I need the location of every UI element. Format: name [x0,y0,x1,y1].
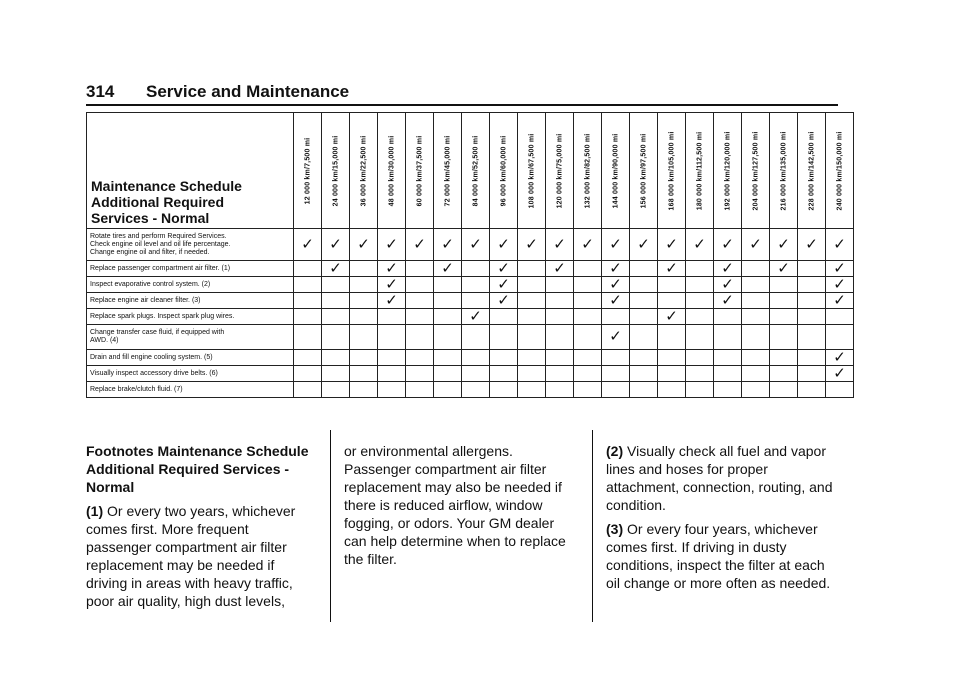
schedule-cell [294,261,322,277]
schedule-cell [434,325,462,350]
checkmark-icon: ✓ [826,366,854,382]
schedule-cell [378,309,406,325]
interval-label: 84 000 km/52,500 mi [472,135,479,206]
schedule-cell [518,325,546,350]
schedule-cell [798,382,826,398]
schedule-cell [742,366,770,382]
schedule-cell [462,261,490,277]
schedule-cell [798,261,826,277]
schedule-cell [546,293,574,309]
page-header [86,82,838,106]
schedule-cell [658,277,686,293]
schedule-cell [462,366,490,382]
interval-label: 12 000 km/7,500 mi [304,137,311,204]
checkmark-icon: ✓ [490,229,518,261]
schedule-cell [658,366,686,382]
schedule-cell [574,366,602,382]
service-description: Rotate tires and perform Required Services. Check engine oil level and oil life percentage. Change engine oil and filter, if needed. [87,229,294,261]
schedule-cell [630,366,658,382]
schedule-cell [294,325,322,350]
schedule-cell [322,382,350,398]
interval-label: 216 000 km/135,000 mi [780,131,787,210]
interval-label: 96 000 km/60,000 mi [500,135,507,206]
schedule-cell [602,309,630,325]
checkmark-icon: ✓ [574,229,602,261]
schedule-cell [798,277,826,293]
interval-header [714,113,742,229]
schedule-cell [406,325,434,350]
schedule-cell [798,309,826,325]
checkmark-icon: ✓ [770,261,798,277]
footnote-1-number: (1) [86,503,104,519]
checkmark-icon: ✓ [518,229,546,261]
schedule-cell [406,261,434,277]
schedule-cell [686,350,714,366]
schedule-cell [518,309,546,325]
schedule-cell [686,382,714,398]
schedule-cell [658,350,686,366]
schedule-cell [742,261,770,277]
schedule-cell [826,382,854,398]
schedule-cell [714,350,742,366]
schedule-cell [406,382,434,398]
schedule-cell [630,325,658,350]
schedule-cell [574,261,602,277]
page-title: Service and Maintenance [146,82,350,101]
schedule-row [87,229,854,261]
interval-label: 60 000 km/37,500 mi [416,135,423,206]
interval-label: 240 000 km/150,000 mi [836,131,843,210]
schedule-cell [574,309,602,325]
checkmark-icon: ✓ [714,261,742,277]
checkmark-icon: ✓ [770,229,798,261]
schedule-cell [294,309,322,325]
schedule-cell [462,277,490,293]
interval-label: 48 000 km/30,000 mi [388,135,395,206]
footnote-1-text: Or every two years, whichever comes first. More frequent passenger compartment air filter replacement may be needed if driving in areas with heavy traffic, poor air quality, high dust levels, [86,503,296,609]
schedule-cell [658,382,686,398]
schedule-cell [294,366,322,382]
schedule-cell [742,325,770,350]
schedule-cell [350,382,378,398]
checkmark-icon: ✓ [658,261,686,277]
checkmark-icon: ✓ [602,261,630,277]
schedule-cell [490,350,518,366]
interval-header [518,113,546,229]
checkmark-icon: ✓ [714,277,742,293]
schedule-body [87,229,854,398]
schedule-cell [350,277,378,293]
schedule-cell [630,277,658,293]
schedule-cell [490,309,518,325]
interval-header [546,113,574,229]
schedule-cell [630,350,658,366]
schedule-cell [406,277,434,293]
schedule-cell [350,293,378,309]
checkmark-icon: ✓ [434,229,462,261]
interval-header [434,113,462,229]
maintenance-schedule-table [86,112,854,398]
checkmark-icon: ✓ [378,293,406,309]
footnote-2-number: (2) [606,443,624,459]
schedule-cell [294,382,322,398]
interval-label: 36 000 km/22,500 mi [360,135,367,206]
schedule-cell [630,293,658,309]
checkmark-icon: ✓ [602,229,630,261]
schedule-cell [462,325,490,350]
schedule-cell [546,350,574,366]
interval-header [378,113,406,229]
schedule-cell [518,350,546,366]
schedule-cell [714,309,742,325]
schedule-title [87,113,294,229]
schedule-cell [742,382,770,398]
schedule-cell [546,366,574,382]
schedule-cell [686,309,714,325]
schedule-cell [658,293,686,309]
footnotes-heading: Footnotes Maintenance Schedule Additional Required Services - Normal [86,443,309,495]
interval-header [770,113,798,229]
schedule-cell [714,382,742,398]
service-description: Drain and fill engine cooling system. (5) [87,350,294,366]
schedule-cell [602,366,630,382]
schedule-cell [686,325,714,350]
schedule-cell [294,277,322,293]
schedule-cell [742,277,770,293]
service-description: Replace passenger compartment air filter. (1) [87,261,294,277]
schedule-cell [350,325,378,350]
interval-label: 192 000 km/120,000 mi [724,131,731,210]
interval-label: 228 000 km/142,500 mi [808,131,815,210]
schedule-cell [686,261,714,277]
checkmark-icon: ✓ [602,325,630,350]
interval-label: 72 000 km/45,000 mi [444,135,451,206]
schedule-cell [322,293,350,309]
schedule-cell [686,366,714,382]
schedule-cell [630,309,658,325]
schedule-cell [378,382,406,398]
checkmark-icon: ✓ [826,293,854,309]
schedule-cell [770,382,798,398]
schedule-cell [798,366,826,382]
schedule-cell [350,366,378,382]
schedule-cell [686,277,714,293]
interval-header [602,113,630,229]
checkmark-icon: ✓ [826,261,854,277]
interval-label: 180 000 km/112,500 mi [696,131,703,210]
schedule-cell [518,382,546,398]
interval-header [798,113,826,229]
checkmark-icon: ✓ [826,229,854,261]
schedule-cell [826,309,854,325]
schedule-cell [546,382,574,398]
schedule-cell [406,350,434,366]
schedule-cell [770,325,798,350]
schedule-cell [770,293,798,309]
checkmark-icon: ✓ [602,277,630,293]
checkmark-icon: ✓ [546,261,574,277]
column-divider [330,430,331,622]
schedule-cell [546,325,574,350]
schedule-cell [322,350,350,366]
checkmark-icon: ✓ [714,229,742,261]
schedule-cell [742,309,770,325]
schedule-cell [574,293,602,309]
schedule-cell [658,325,686,350]
checkmark-icon: ✓ [322,229,350,261]
checkmark-icon: ✓ [406,229,434,261]
schedule-cell [294,293,322,309]
checkmark-icon: ✓ [378,229,406,261]
interval-header [322,113,350,229]
schedule-cell [518,277,546,293]
checkmark-icon: ✓ [294,229,322,261]
footnote-3-number: (3) [606,521,624,537]
schedule-cell [518,261,546,277]
schedule-row [87,293,854,309]
schedule-cell [714,325,742,350]
schedule-cell [742,350,770,366]
schedule-cell [434,277,462,293]
schedule-cell [406,309,434,325]
service-description: Change transfer case fluid, if equipped with AWD. (4) [87,325,294,350]
schedule-cell [770,366,798,382]
checkmark-icon: ✓ [546,229,574,261]
interval-label: 120 000 km/75,000 mi [556,133,563,208]
checkmark-icon: ✓ [826,350,854,366]
checkmark-icon: ✓ [490,293,518,309]
footnotes-column-3 [606,442,842,598]
header-rule [86,104,838,106]
schedule-cell [490,366,518,382]
interval-label: 132 000 km/82,500 mi [584,133,591,208]
checkmark-icon: ✓ [826,277,854,293]
schedule-cell [322,325,350,350]
checkmark-icon: ✓ [378,261,406,277]
service-description: Inspect evaporative control system. (2) [87,277,294,293]
schedule-row [87,277,854,293]
schedule-cell [322,309,350,325]
schedule-cell [742,293,770,309]
schedule-cell [434,350,462,366]
interval-header [826,113,854,229]
schedule-row [87,261,854,277]
schedule-cell [546,277,574,293]
column-divider [592,430,593,622]
schedule-cell [770,309,798,325]
checkmark-icon: ✓ [322,261,350,277]
checkmark-icon: ✓ [658,229,686,261]
interval-header [630,113,658,229]
schedule-cell [686,293,714,309]
schedule-cell [518,293,546,309]
checkmark-icon: ✓ [630,229,658,261]
footnote-1 [86,502,311,610]
schedule-cell [462,350,490,366]
checkmark-icon: ✓ [686,229,714,261]
schedule-cell [350,309,378,325]
schedule-cell [322,366,350,382]
checkmark-icon: ✓ [378,277,406,293]
interval-label: 156 000 km/97,500 mi [640,133,647,208]
interval-label: 24 000 km/15,000 mi [332,135,339,206]
interval-label: 168 000 km/105,000 mi [668,131,675,210]
schedule-cell [322,277,350,293]
checkmark-icon: ✓ [742,229,770,261]
interval-header [686,113,714,229]
schedule-row [87,366,854,382]
schedule-cell [602,382,630,398]
footnotes-column-1 [86,442,311,616]
checkmark-icon: ✓ [350,229,378,261]
footnote-2 [606,442,842,514]
footnote-3-text: Or every four years, whichever comes first. If driving in dusty conditions, inspect the filter at each oil change or more often as needed. [606,521,831,591]
schedule-cell [798,350,826,366]
interval-label: 204 000 km/127,500 mi [752,131,759,210]
schedule-cell [574,350,602,366]
schedule-cell [406,366,434,382]
schedule-cell [798,325,826,350]
schedule-cell [294,350,322,366]
schedule-cell [434,309,462,325]
schedule-cell [770,350,798,366]
service-description: Visually inspect accessory drive belts. (6) [87,366,294,382]
checkmark-icon: ✓ [462,309,490,325]
interval-header [658,113,686,229]
footnotes-column-2 [344,442,579,574]
schedule-cell [350,350,378,366]
schedule-row [87,382,854,398]
service-description: Replace brake/clutch fluid. (7) [87,382,294,398]
schedule-cell [434,382,462,398]
interval-header [490,113,518,229]
schedule-cell [406,293,434,309]
schedule-cell [462,293,490,309]
interval-header-row [87,113,854,229]
interval-header [294,113,322,229]
schedule-cell [434,366,462,382]
interval-header [350,113,378,229]
checkmark-icon: ✓ [602,293,630,309]
schedule-cell [798,293,826,309]
schedule-cell [630,382,658,398]
schedule-cell [350,261,378,277]
footnote-2-text: Visually check all fuel and vapor lines and hoses for proper attachment, connection, routing, and condition. [606,443,833,513]
schedule-cell [574,382,602,398]
schedule-cell [602,350,630,366]
schedule-cell [378,350,406,366]
schedule-cell [574,277,602,293]
schedule-cell [490,325,518,350]
schedule-row [87,325,854,350]
schedule-cell [770,277,798,293]
interval-header [406,113,434,229]
interval-label: 108 000 km/67,500 mi [528,133,535,208]
schedule-cell [574,325,602,350]
schedule-cell [630,261,658,277]
schedule-row [87,350,854,366]
schedule-cell [490,382,518,398]
schedule-cell [518,366,546,382]
checkmark-icon: ✓ [434,261,462,277]
schedule-row [87,309,854,325]
schedule-cell [546,309,574,325]
checkmark-icon: ✓ [490,277,518,293]
interval-header [462,113,490,229]
schedule-title-text: Maintenance Schedule Additional Required Services - Normal [91,178,242,226]
footnote-1-continued: or environmental allergens. Passenger compartment air filter replacement may also be needed if there is reduced airflow, window fogging, or odors. Your GM dealer can help determine when to replace the filter. [344,443,566,567]
page-number: 314 [86,82,115,101]
interval-header [574,113,602,229]
checkmark-icon: ✓ [714,293,742,309]
schedule-cell [462,382,490,398]
schedule-cell [714,366,742,382]
checkmark-icon: ✓ [462,229,490,261]
service-description: Replace engine air cleaner filter. (3) [87,293,294,309]
interval-header [742,113,770,229]
checkmark-icon: ✓ [490,261,518,277]
schedule-cell [434,293,462,309]
interval-label: 144 000 km/90,000 mi [612,133,619,208]
schedule-cell [378,325,406,350]
checkmark-icon: ✓ [658,309,686,325]
service-description: Replace spark plugs. Inspect spark plug wires. [87,309,294,325]
checkmark-icon: ✓ [798,229,826,261]
schedule-cell [826,325,854,350]
footnote-3 [606,520,842,592]
schedule-cell [378,366,406,382]
